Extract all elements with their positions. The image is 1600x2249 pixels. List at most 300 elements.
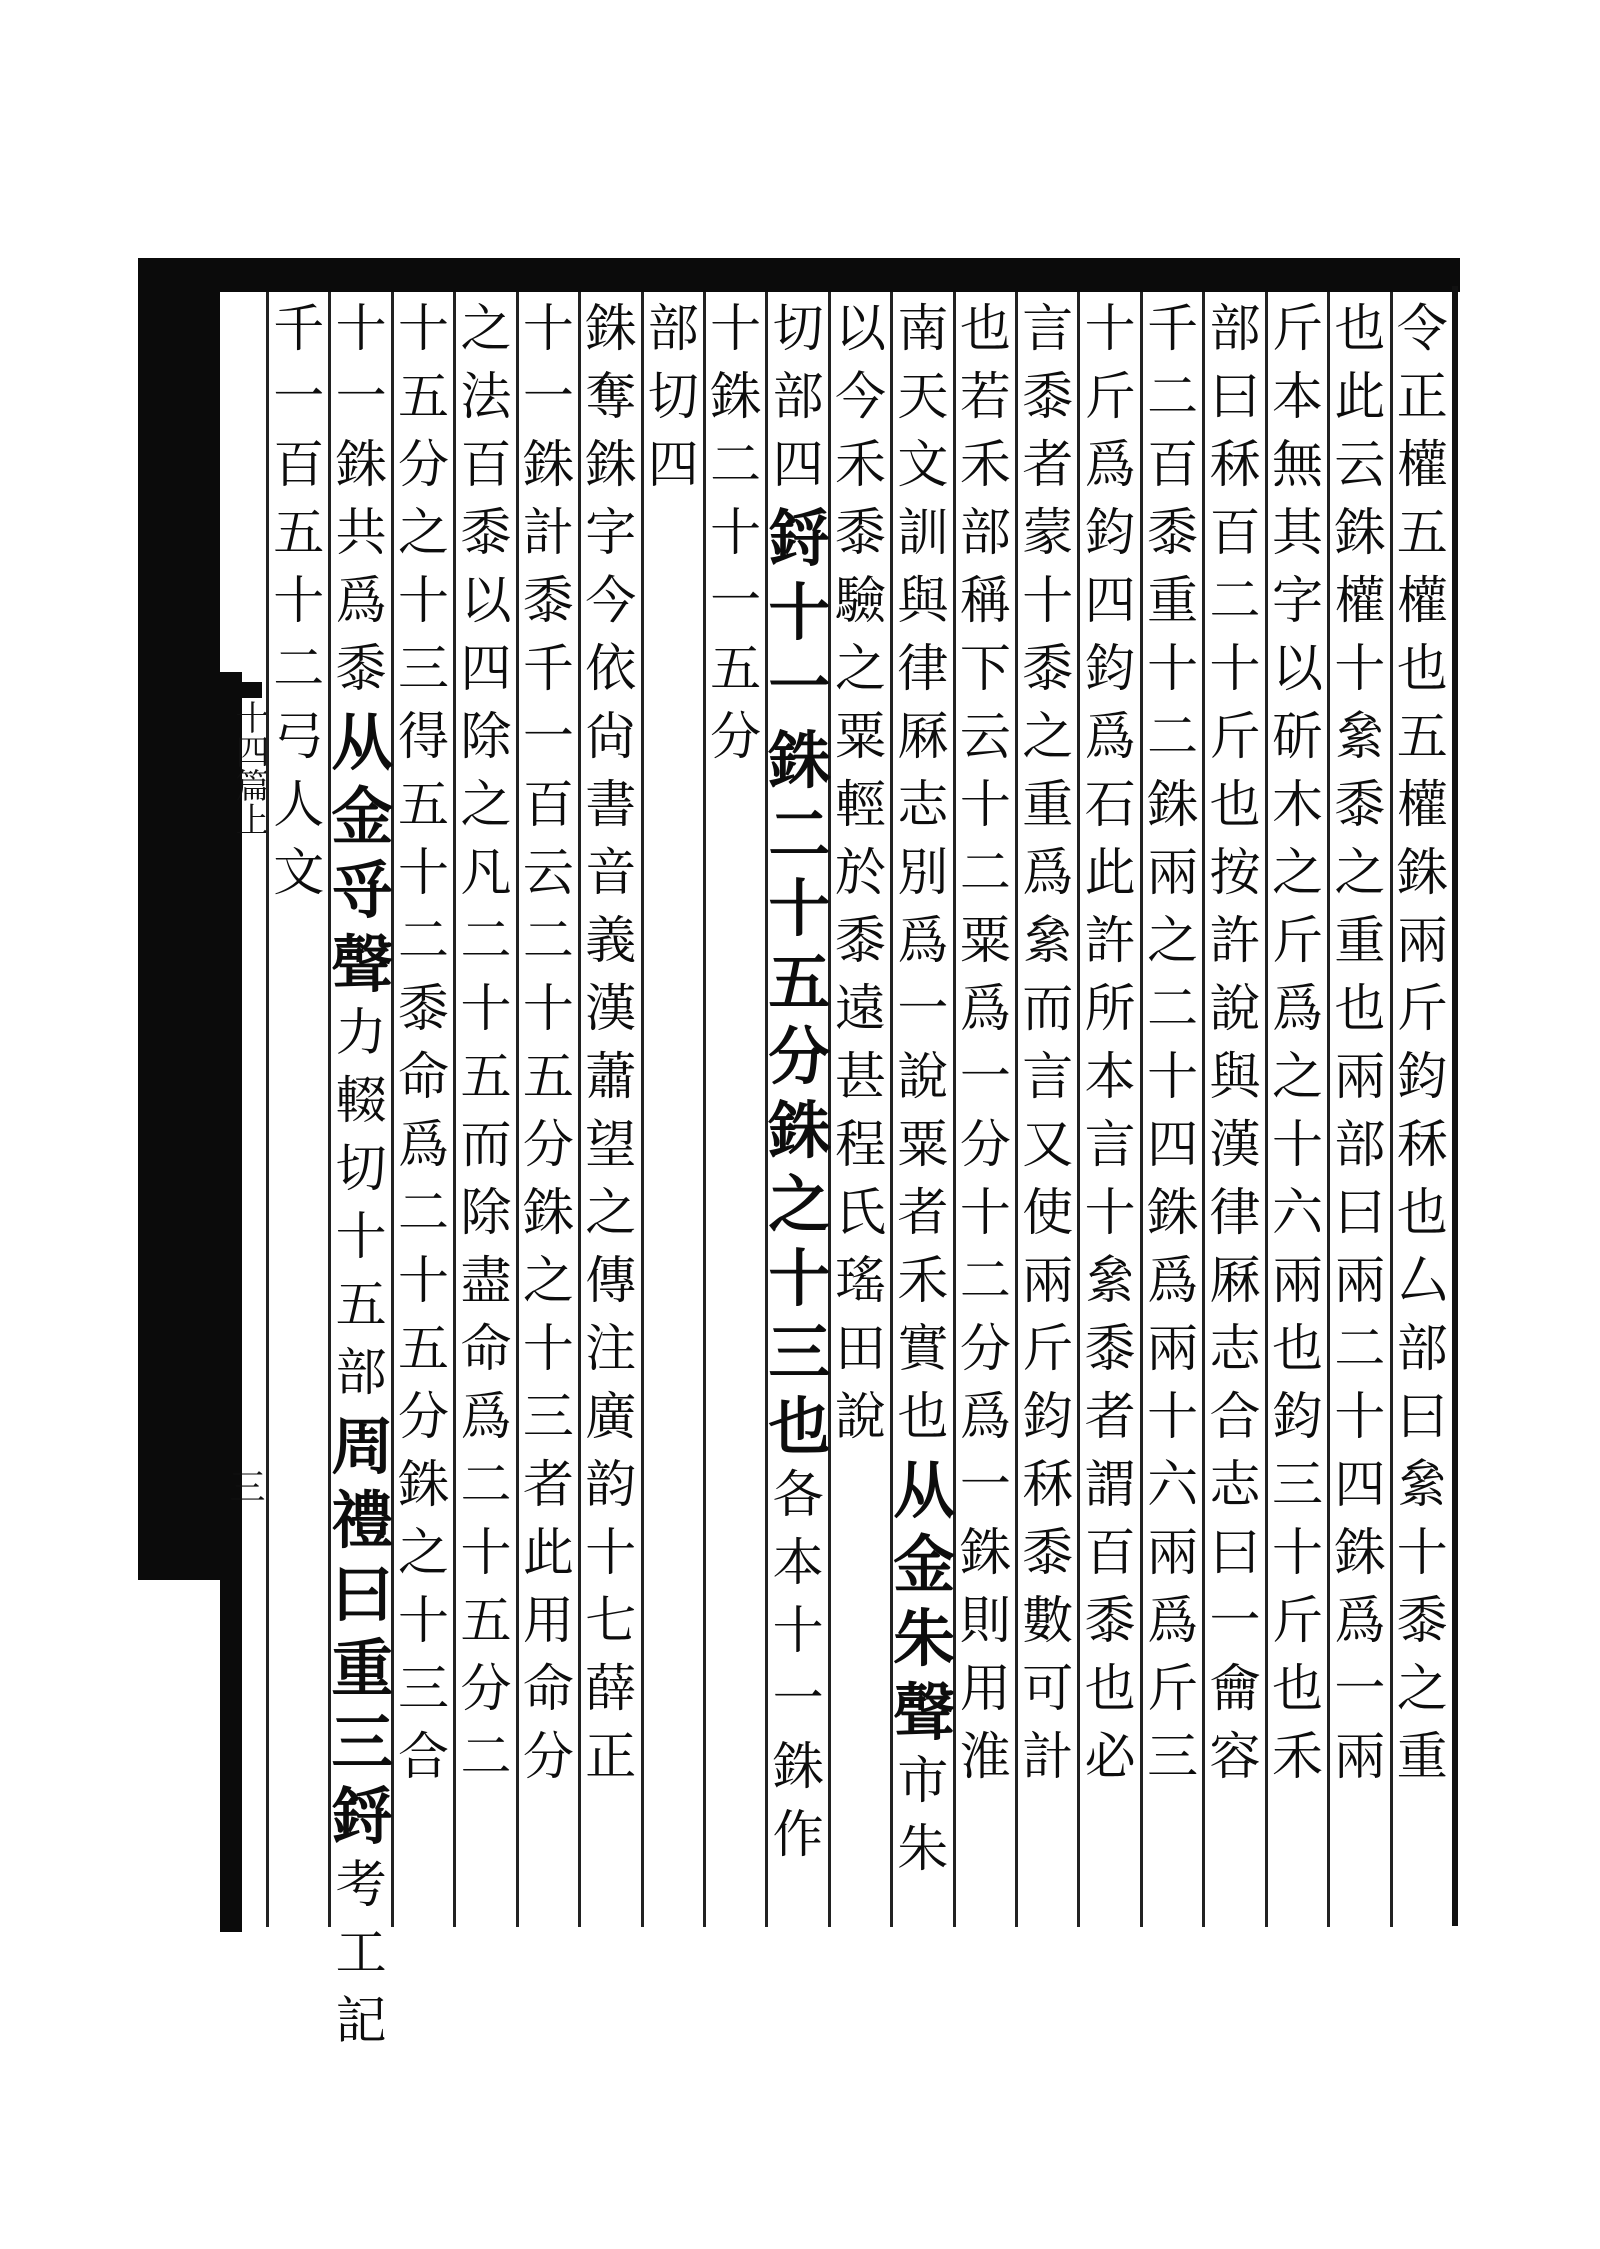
gloss-char: 者 bbox=[522, 1456, 574, 1515]
gloss-char: 計 bbox=[522, 504, 574, 563]
gloss-char: 正 bbox=[585, 1728, 637, 1787]
gloss-char: 工 bbox=[335, 1924, 387, 1983]
gloss-char: 說 bbox=[1209, 980, 1261, 1039]
gloss-char: 七 bbox=[585, 1592, 637, 1651]
gloss-char: 絫 bbox=[1084, 1252, 1136, 1311]
gloss-char: 合 bbox=[1209, 1388, 1261, 1447]
gloss-char: 部 bbox=[959, 504, 1011, 563]
gloss-char: 十 bbox=[273, 572, 325, 631]
gloss-char: 百 bbox=[1084, 1524, 1136, 1583]
gloss-char: 除 bbox=[460, 1184, 512, 1243]
gloss-char: 二 bbox=[1147, 368, 1199, 427]
gloss-char: 四 bbox=[460, 640, 512, 699]
gloss-char: 之 bbox=[460, 300, 512, 359]
gloss-char: 爲 bbox=[1271, 980, 1323, 1039]
gloss-char: 廣 bbox=[585, 1388, 637, 1447]
spine-label: 十四篇上 bbox=[229, 700, 269, 836]
gloss-char: 蒙 bbox=[1022, 504, 1074, 563]
gloss-char: 二 bbox=[1334, 1320, 1386, 1379]
headword-char: 三 bbox=[331, 1706, 394, 1779]
gloss-char: 二 bbox=[460, 1456, 512, 1515]
gloss-char: 十 bbox=[460, 980, 512, 1039]
gloss-char: 者 bbox=[1084, 1388, 1136, 1447]
gloss-char: 考 bbox=[335, 1856, 387, 1915]
text-column bbox=[266, 292, 328, 1927]
gloss-char: 文 bbox=[897, 436, 949, 495]
gloss-char: 十 bbox=[1147, 1048, 1199, 1107]
gloss-char: 十 bbox=[398, 572, 450, 631]
gloss-char: 粟 bbox=[834, 708, 886, 767]
spine-notch bbox=[220, 682, 262, 698]
gloss-char: 兩 bbox=[1396, 912, 1448, 971]
gloss-char: 禾 bbox=[834, 436, 886, 495]
headword-char: 聲 bbox=[893, 1676, 956, 1749]
gloss-char: 曰 bbox=[1334, 1184, 1386, 1243]
gloss-char: 又 bbox=[1022, 1116, 1074, 1175]
gloss-char: 一 bbox=[335, 368, 387, 427]
gloss-char: 必 bbox=[1084, 1728, 1136, 1787]
gloss-char: 二 bbox=[1209, 572, 1261, 631]
gloss-char: 百 bbox=[460, 436, 512, 495]
frame-right-border bbox=[1452, 286, 1458, 1926]
gloss-char: 二 bbox=[398, 1184, 450, 1243]
gloss-char: 秝 bbox=[1396, 1116, 1448, 1175]
gloss-char: 之 bbox=[1022, 708, 1074, 767]
gloss-char: 十 bbox=[1147, 1388, 1199, 1447]
gloss-char: 五 bbox=[460, 1048, 512, 1107]
gloss-char: 爲 bbox=[959, 980, 1011, 1039]
gloss-char: 一 bbox=[1334, 1660, 1386, 1719]
gloss-char: 合 bbox=[398, 1728, 450, 1787]
gloss-char: 銖 bbox=[585, 436, 637, 495]
gloss-char: 分 bbox=[959, 1116, 1011, 1175]
gloss-char: 注 bbox=[585, 1320, 637, 1379]
gloss-char: 言 bbox=[1022, 300, 1074, 359]
gloss-char: 凡 bbox=[460, 844, 512, 903]
headword-char: 十 bbox=[768, 1242, 831, 1315]
gloss-char: 爲 bbox=[398, 1116, 450, 1175]
gloss-char: 銖 bbox=[335, 436, 387, 495]
gloss-char: 重 bbox=[1147, 572, 1199, 631]
gloss-char: 十 bbox=[1334, 1388, 1386, 1447]
gloss-char: 爲 bbox=[1084, 708, 1136, 767]
gloss-char: 之 bbox=[1271, 1048, 1323, 1107]
gloss-char: 五 bbox=[1396, 504, 1448, 563]
gloss-char: 志 bbox=[1209, 1456, 1261, 1515]
gloss-char: 謂 bbox=[1084, 1456, 1136, 1515]
gloss-char: 部 bbox=[1209, 300, 1261, 359]
gloss-char: 共 bbox=[335, 504, 387, 563]
gloss-char: 部 bbox=[335, 1344, 387, 1403]
gloss-char: 十 bbox=[398, 1592, 450, 1651]
gloss-char: 十 bbox=[1396, 1524, 1448, 1583]
text-column bbox=[641, 292, 703, 1927]
gloss-char: 銖 bbox=[398, 1456, 450, 1515]
gloss-char: 尙 bbox=[585, 708, 637, 767]
gloss-char: 斫 bbox=[1271, 708, 1323, 767]
gloss-char: 十 bbox=[1022, 572, 1074, 631]
gloss-char: 而 bbox=[1022, 980, 1074, 1039]
gloss-char: 韵 bbox=[585, 1456, 637, 1515]
gloss-char: 百 bbox=[1209, 504, 1261, 563]
gloss-char: 分 bbox=[710, 708, 762, 767]
gloss-char: 與 bbox=[1209, 1048, 1261, 1107]
gloss-char: 三 bbox=[1147, 1728, 1199, 1787]
gloss-char: 一 bbox=[273, 368, 325, 427]
gloss-char: 今 bbox=[585, 572, 637, 631]
gloss-char: 稱 bbox=[959, 572, 1011, 631]
gloss-char: 田 bbox=[834, 1320, 886, 1379]
gloss-char: 粟 bbox=[959, 912, 1011, 971]
gloss-char: 六 bbox=[1147, 1456, 1199, 1515]
headword-char: 金 bbox=[331, 780, 394, 853]
headword-char: 禮 bbox=[331, 1484, 394, 1557]
gloss-char: 絫 bbox=[1022, 912, 1074, 971]
gloss-char: 甚 bbox=[834, 1048, 886, 1107]
gloss-char: 銖 bbox=[1147, 1184, 1199, 1243]
gloss-char: 十 bbox=[1271, 1524, 1323, 1583]
gloss-char: 一 bbox=[959, 1048, 1011, 1107]
gloss-char: 重 bbox=[1334, 912, 1386, 971]
gloss-char: 二 bbox=[959, 1252, 1011, 1311]
gloss-char: 分 bbox=[522, 1116, 574, 1175]
gloss-char: 力 bbox=[335, 1004, 387, 1063]
gloss-char: 也 bbox=[1396, 640, 1448, 699]
gloss-char: 兩 bbox=[1147, 1524, 1199, 1583]
gloss-char: 銖 bbox=[522, 436, 574, 495]
gloss-char: 禾 bbox=[1271, 1728, 1323, 1787]
gloss-char: 十 bbox=[1084, 300, 1136, 359]
gloss-char: 銖 bbox=[1334, 504, 1386, 563]
gloss-char: 律 bbox=[1209, 1184, 1261, 1243]
gloss-char: 其 bbox=[1271, 504, 1323, 563]
gloss-char: 兩 bbox=[1271, 1252, 1323, 1311]
gloss-char: 二 bbox=[710, 436, 762, 495]
gloss-char: 厤 bbox=[1209, 1252, 1261, 1311]
gloss-char: 爲 bbox=[460, 1388, 512, 1447]
gloss-char: 云 bbox=[522, 844, 574, 903]
gloss-char: 則 bbox=[959, 1592, 1011, 1651]
gloss-char: 漢 bbox=[1209, 1116, 1261, 1175]
gloss-char: 斤 bbox=[1271, 912, 1323, 971]
gloss-char: 兩 bbox=[1334, 1252, 1386, 1311]
gloss-char: 黍 bbox=[834, 504, 886, 563]
gloss-char: 分 bbox=[460, 1660, 512, 1719]
gloss-char: 以 bbox=[460, 572, 512, 631]
gloss-char: 五 bbox=[335, 1276, 387, 1335]
gloss-char: 爲 bbox=[1147, 1592, 1199, 1651]
gloss-char: 爲 bbox=[897, 912, 949, 971]
gloss-char: 五 bbox=[273, 504, 325, 563]
gloss-char: 石 bbox=[1084, 776, 1136, 835]
gloss-char: 淮 bbox=[959, 1728, 1011, 1787]
gloss-char: 無 bbox=[1271, 436, 1323, 495]
gloss-char: 別 bbox=[897, 844, 949, 903]
gloss-char: 黍 bbox=[398, 980, 450, 1039]
gloss-char: 訓 bbox=[897, 504, 949, 563]
text-column bbox=[765, 292, 831, 1927]
gloss-char: 之 bbox=[398, 1524, 450, 1583]
gloss-char: 下 bbox=[959, 640, 1011, 699]
gloss-char: 輟 bbox=[335, 1072, 387, 1131]
gloss-char: 一 bbox=[959, 1456, 1011, 1515]
gloss-char: 之 bbox=[522, 1252, 574, 1311]
gloss-char: 分 bbox=[522, 1728, 574, 1787]
gloss-char: 本 bbox=[1084, 1048, 1136, 1107]
gloss-char: 得 bbox=[398, 708, 450, 767]
text-column bbox=[953, 292, 1015, 1927]
gloss-char: 以 bbox=[1271, 640, 1323, 699]
gloss-char: 十 bbox=[1209, 640, 1261, 699]
gloss-char: 市 bbox=[897, 1752, 949, 1811]
gloss-char: 十 bbox=[522, 980, 574, 1039]
gloss-char: 之 bbox=[1396, 1660, 1448, 1719]
gloss-char: 爲 bbox=[959, 1388, 1011, 1447]
gloss-char: 一 bbox=[897, 980, 949, 1039]
gloss-char: 分 bbox=[398, 1388, 450, 1447]
headword-char: 重 bbox=[331, 1632, 394, 1705]
gloss-char: 也 bbox=[1396, 1184, 1448, 1243]
gloss-char: 二 bbox=[1147, 708, 1199, 767]
gloss-char: 五 bbox=[398, 368, 450, 427]
gloss-char: 之 bbox=[1271, 844, 1323, 903]
headword-char: 也 bbox=[768, 1390, 831, 1463]
gloss-char: 此 bbox=[1334, 368, 1386, 427]
gloss-char: 爲 bbox=[1022, 844, 1074, 903]
gloss-char: 銖 bbox=[1147, 776, 1199, 835]
gloss-char: 也 bbox=[1334, 980, 1386, 1039]
spine-tab bbox=[220, 672, 242, 1932]
gloss-char: 斤 bbox=[1022, 1320, 1074, 1379]
gloss-char: 者 bbox=[897, 1184, 949, 1243]
gloss-char: 十 bbox=[710, 504, 762, 563]
gloss-char: 斤 bbox=[1084, 368, 1136, 427]
gloss-char: 百 bbox=[522, 776, 574, 835]
gloss-char: 禾 bbox=[897, 1252, 949, 1311]
gloss-char: 五 bbox=[460, 1592, 512, 1651]
gloss-char: 氏 bbox=[834, 1184, 886, 1243]
gloss-char: 而 bbox=[460, 1116, 512, 1175]
gloss-char: 四 bbox=[772, 436, 824, 495]
gloss-char: 十 bbox=[398, 844, 450, 903]
gloss-char: 黍 bbox=[1334, 776, 1386, 835]
gloss-char: 律 bbox=[897, 640, 949, 699]
gloss-char: 權 bbox=[1334, 572, 1386, 631]
headword-char: 金 bbox=[893, 1528, 956, 1601]
gloss-char: 百 bbox=[1147, 436, 1199, 495]
gloss-char: 十 bbox=[585, 1524, 637, 1583]
gloss-char: 也 bbox=[897, 1388, 949, 1447]
gloss-char: 十 bbox=[335, 300, 387, 359]
gloss-char: 一 bbox=[772, 1670, 824, 1729]
gloss-char: 十 bbox=[959, 1184, 1011, 1243]
gloss-char: 曰 bbox=[1209, 368, 1261, 427]
gloss-char: 黍 bbox=[522, 572, 574, 631]
gloss-char: 三 bbox=[398, 1660, 450, 1719]
text-column bbox=[1140, 292, 1202, 1927]
text-column bbox=[828, 292, 890, 1927]
gloss-char: 鈞 bbox=[1271, 1388, 1323, 1447]
gloss-char: 人 bbox=[273, 776, 325, 835]
gloss-char: 言 bbox=[1084, 1116, 1136, 1175]
gloss-char: 切 bbox=[772, 300, 824, 359]
gloss-char: 天 bbox=[897, 368, 949, 427]
gloss-char: 命 bbox=[460, 1320, 512, 1379]
gloss-char: 之 bbox=[1147, 912, 1199, 971]
gloss-char: 南 bbox=[897, 300, 949, 359]
gloss-char: 黍 bbox=[335, 640, 387, 699]
gloss-char: 音 bbox=[585, 844, 637, 903]
gloss-char: 禾 bbox=[959, 436, 1011, 495]
spine-black-band bbox=[138, 258, 220, 1580]
gloss-char: 十 bbox=[335, 1208, 387, 1267]
gloss-char: 三 bbox=[1271, 1456, 1323, 1515]
gloss-char: 權 bbox=[1396, 436, 1448, 495]
gloss-char: 五 bbox=[398, 1320, 450, 1379]
gloss-char: 十 bbox=[398, 300, 450, 359]
gloss-char: 十 bbox=[1147, 640, 1199, 699]
text-column bbox=[328, 292, 394, 2051]
gloss-char: 書 bbox=[585, 776, 637, 835]
text-column bbox=[1077, 292, 1139, 1927]
gloss-char: 十 bbox=[522, 1320, 574, 1379]
headword-char: 十 bbox=[768, 576, 831, 649]
headword-char: 分 bbox=[768, 1020, 831, 1093]
gloss-char: 一 bbox=[522, 708, 574, 767]
text-column bbox=[1265, 292, 1327, 1927]
gloss-char: 之 bbox=[585, 1184, 637, 1243]
gloss-char: 令 bbox=[1396, 300, 1448, 359]
gloss-char: 容 bbox=[1209, 1728, 1261, 1787]
gloss-char: 十 bbox=[398, 1252, 450, 1311]
gloss-char: 銖 bbox=[585, 300, 637, 359]
gloss-char: 所 bbox=[1084, 980, 1136, 1039]
gloss-char: 義 bbox=[585, 912, 637, 971]
gloss-char: 斤 bbox=[1147, 1660, 1199, 1719]
gloss-char: 秝 bbox=[1022, 1456, 1074, 1515]
text-column bbox=[453, 292, 515, 1927]
gloss-char: 也 bbox=[1084, 1660, 1136, 1719]
headword-char: 周 bbox=[331, 1410, 394, 1483]
gloss-char: 說 bbox=[897, 1048, 949, 1107]
gloss-char: 十 bbox=[1084, 1184, 1136, 1243]
gloss-char: 二 bbox=[460, 912, 512, 971]
gloss-char: 斤 bbox=[1271, 300, 1323, 359]
gloss-char: 薛 bbox=[585, 1660, 637, 1719]
gloss-char: 絫 bbox=[1396, 1456, 1448, 1515]
gloss-char: 黍 bbox=[1084, 1592, 1136, 1651]
gloss-char: 二 bbox=[1147, 980, 1199, 1039]
gloss-char: 斤 bbox=[1396, 980, 1448, 1039]
text-column bbox=[578, 292, 640, 1927]
text-column bbox=[1327, 292, 1389, 1927]
gloss-char: 爲 bbox=[1084, 436, 1136, 495]
gloss-char: 四 bbox=[1084, 572, 1136, 631]
gloss-char: 除 bbox=[460, 708, 512, 767]
gloss-char: 十 bbox=[959, 776, 1011, 835]
gloss-char: 二 bbox=[460, 1728, 512, 1787]
gloss-char: 字 bbox=[585, 504, 637, 563]
gloss-char: 斤 bbox=[1271, 1592, 1323, 1651]
gloss-char: 命 bbox=[398, 1048, 450, 1107]
gloss-char: 五 bbox=[522, 1048, 574, 1107]
gloss-char: 本 bbox=[772, 1534, 824, 1593]
gloss-char: 之 bbox=[834, 640, 886, 699]
gloss-char: 者 bbox=[1022, 436, 1074, 495]
gloss-char: 六 bbox=[1271, 1184, 1323, 1243]
frame-top-border bbox=[220, 258, 1460, 292]
gloss-char: 用 bbox=[522, 1592, 574, 1651]
gloss-char: 權 bbox=[1396, 776, 1448, 835]
gloss-char: 遠 bbox=[834, 980, 886, 1039]
gloss-char: 厶 bbox=[1396, 1252, 1448, 1311]
gloss-char: 輕 bbox=[834, 776, 886, 835]
gloss-char: 四 bbox=[1147, 1116, 1199, 1175]
headword-char: 一 bbox=[768, 650, 831, 723]
text-column bbox=[391, 292, 453, 1927]
gloss-char: 五 bbox=[398, 776, 450, 835]
gloss-char: 黍 bbox=[1396, 1592, 1448, 1651]
gloss-char: 三 bbox=[522, 1388, 574, 1447]
gloss-char: 銖 bbox=[1334, 1524, 1386, 1583]
gloss-char: 奪 bbox=[585, 368, 637, 427]
headword-char: 鋝 bbox=[331, 1780, 394, 1853]
gloss-char: 部 bbox=[772, 368, 824, 427]
gloss-char: 漢 bbox=[585, 980, 637, 1039]
gloss-char: 厤 bbox=[897, 708, 949, 767]
headword-char: 朱 bbox=[893, 1602, 956, 1675]
gloss-char: 銖 bbox=[772, 1738, 824, 1797]
gloss-char: 銖 bbox=[1396, 844, 1448, 903]
gloss-char: 爲 bbox=[1147, 1252, 1199, 1311]
gloss-char: 傳 bbox=[585, 1252, 637, 1311]
text-columns bbox=[266, 292, 1452, 2051]
gloss-char: 龠 bbox=[1209, 1660, 1261, 1719]
gloss-char: 數 bbox=[1022, 1592, 1074, 1651]
gloss-char: 一 bbox=[1209, 1592, 1261, 1651]
gloss-char: 切 bbox=[647, 368, 699, 427]
gloss-char: 今 bbox=[834, 368, 886, 427]
gloss-char: 云 bbox=[1334, 436, 1386, 495]
headword-char: 曰 bbox=[331, 1558, 394, 1631]
gloss-char: 曰 bbox=[1396, 1388, 1448, 1447]
headword-char: 之 bbox=[768, 1168, 831, 1241]
page-number: 三 bbox=[224, 1468, 265, 1504]
gloss-char: 千 bbox=[522, 640, 574, 699]
gloss-char: 也 bbox=[1271, 1320, 1323, 1379]
gloss-char: 許 bbox=[1084, 912, 1136, 971]
gloss-char: 云 bbox=[959, 708, 1011, 767]
gloss-char: 黍 bbox=[834, 912, 886, 971]
gloss-char: 二 bbox=[398, 912, 450, 971]
gloss-char: 弓 bbox=[273, 708, 325, 767]
headword-char: 三 bbox=[768, 1316, 831, 1389]
gloss-char: 十 bbox=[772, 1602, 824, 1661]
gloss-char: 兩 bbox=[1147, 844, 1199, 903]
gloss-char: 五 bbox=[710, 640, 762, 699]
gloss-char: 重 bbox=[1396, 1728, 1448, 1787]
gloss-char: 驗 bbox=[834, 572, 886, 631]
gloss-char: 兩 bbox=[1334, 1728, 1386, 1787]
gloss-char: 銖 bbox=[522, 1184, 574, 1243]
gloss-char: 黍 bbox=[1022, 640, 1074, 699]
gloss-char: 與 bbox=[897, 572, 949, 631]
gloss-char: 權 bbox=[1396, 572, 1448, 631]
headword-char: 五 bbox=[768, 946, 831, 1019]
gloss-char: 十 bbox=[710, 300, 762, 359]
gloss-char: 二 bbox=[273, 640, 325, 699]
gloss-char: 部 bbox=[1334, 1116, 1386, 1175]
